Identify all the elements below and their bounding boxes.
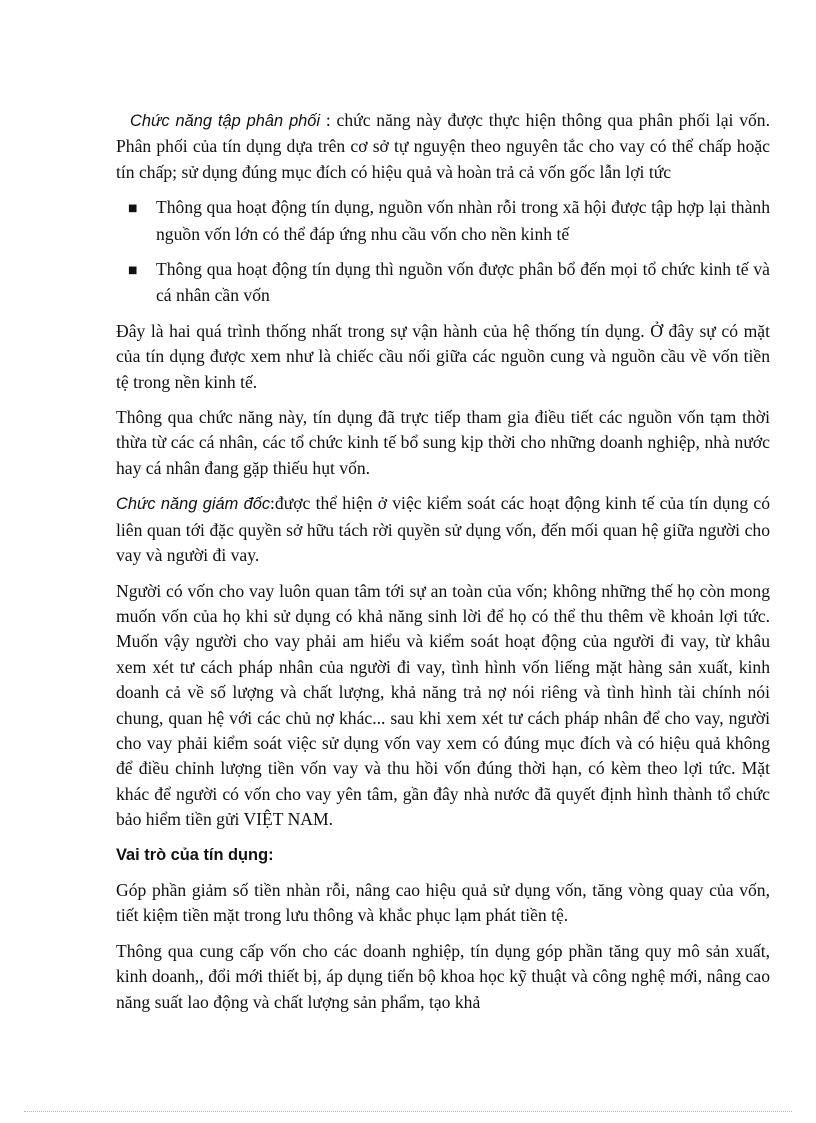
term-distribution-function: Chức năng tập phân phối [130,112,321,130]
paragraph-distribution-function [116,108,770,185]
bullet-text: Thông qua hoạt động tín dụng, nguồn vốn nhàn rỗi trong xã hội được tập hợp lại thành nguồn vốn lớn có thể đáp ứng nhu cầu vốn cho nền kinh tế [156,197,770,244]
footer-divider [24,1111,792,1112]
section-heading-credit-role: Vai trò của tín dụng: [116,845,274,864]
square-bullet-icon: ■ [128,203,138,215]
document-page [116,108,770,1025]
square-bullet-icon: ■ [128,265,138,277]
bullet-item-2 [116,257,770,309]
paragraph-lender-concerns: Người có vốn cho vay luôn quan tâm tới sự an toàn của vốn; không những thế họ còn mong muốn vốn của họ khi sử dụng có khả năng sinh lời để họ có thể thu thêm về khoản lợi tức. Muốn vậy người cho vay phải am hiểu và kiểm soát hoạt động của người đi vay, từ khâu xem xét tư cách pháp nhân của người đi vay, tình hình vốn liếng mặt hàng sản xuất, kinh doanh cả về số lượng và chất lượng, khả năng trả nợ nói riêng và tình hình tài chính nói chung, quan hệ với các chủ nợ khác... sau khi xem xét tư cách pháp nhân để cho vay, người cho vay phải kiểm soát việc sử dụng vốn vay xem có đúng mục đích và có hiệu quả không để điều chỉnh lượng tiền vốn vay và thu hồi vốn đúng thời hạn, có kèm theo lợi tức. Mặt khác để người có vốn cho vay yên tâm, gần đây nhà nước đã quyết định hình thành tổ chức bảo hiểm tiền gửi VIỆT NAM. [116,580,770,830]
paragraph-reduce-idle-money: Góp phần giảm số tiền nhàn rỗi, nâng cao hiệu quả sử dụng vốn, tăng vòng quay của vốn, tiết kiệm tiền mặt trong lưu thông và khắc phục lạm phát tiền tệ. [116,879,770,926]
bullet-text: Thông qua hoạt động tín dụng thì nguồn vốn được phân bổ đến mọi tổ chức kinh tế và cá nhân cần vốn [156,259,770,306]
bullet-item-1 [116,195,770,247]
paragraph-text: :được thể hiện ở việc kiểm soát các hoạt động kinh tế của tín dụng có liên quan tới đặc quyền sở hữu tách rời quyền sử dụng vốn, đến mối quan hệ giữa người cho vay và người đi vay. [116,493,770,566]
paragraph-supervision-function [116,491,770,568]
paragraph-two-processes: Đây là hai quá trình thống nhất trong sự vận hành của hệ thống tín dụng. Ở đây sự có mặt của tín dụng được xem như là chiếc cầu nối giữa các nguồn cung và nguồn cầu về vốn tiền tệ trong nền kinh tế. [116,320,770,392]
paragraph-text: : chức năng này được thực hiện thông qua phân phối lại vốn. Phân phối của tín dụng dựa trên cơ sở tự nguyện theo nguyên tắc cho vay có thể chấp hoặc tín chấp; sử dụng đúng mục đích có hiệu quả và hoàn trả cả vốn gốc lẫn lợi tức [116,110,771,182]
paragraph-capital-supply: Thông qua cung cấp vốn cho các doanh nghiệp, tín dụng góp phần tăng quy mô sản xuất, kinh doanh,, đổi mới thiết bị, áp dụng tiến bộ khoa học kỹ thuật và công nghệ mới, nâng cao năng suất lao động và chất lượng sản phẩm, tạo khả [116,940,770,1012]
paragraph-regulation: Thông qua chức năng này, tín dụng đã trực tiếp tham gia điều tiết các nguồn vốn tạm thời thừa từ các cá nhân, các tổ chức kinh tế bổ sung kịp thời cho những doanh nghiệp, nhà nước hay cá nhân đang gặp thiếu hụt vốn. [116,407,770,478]
term-supervision-function: Chức năng giám đốc [116,495,271,514]
